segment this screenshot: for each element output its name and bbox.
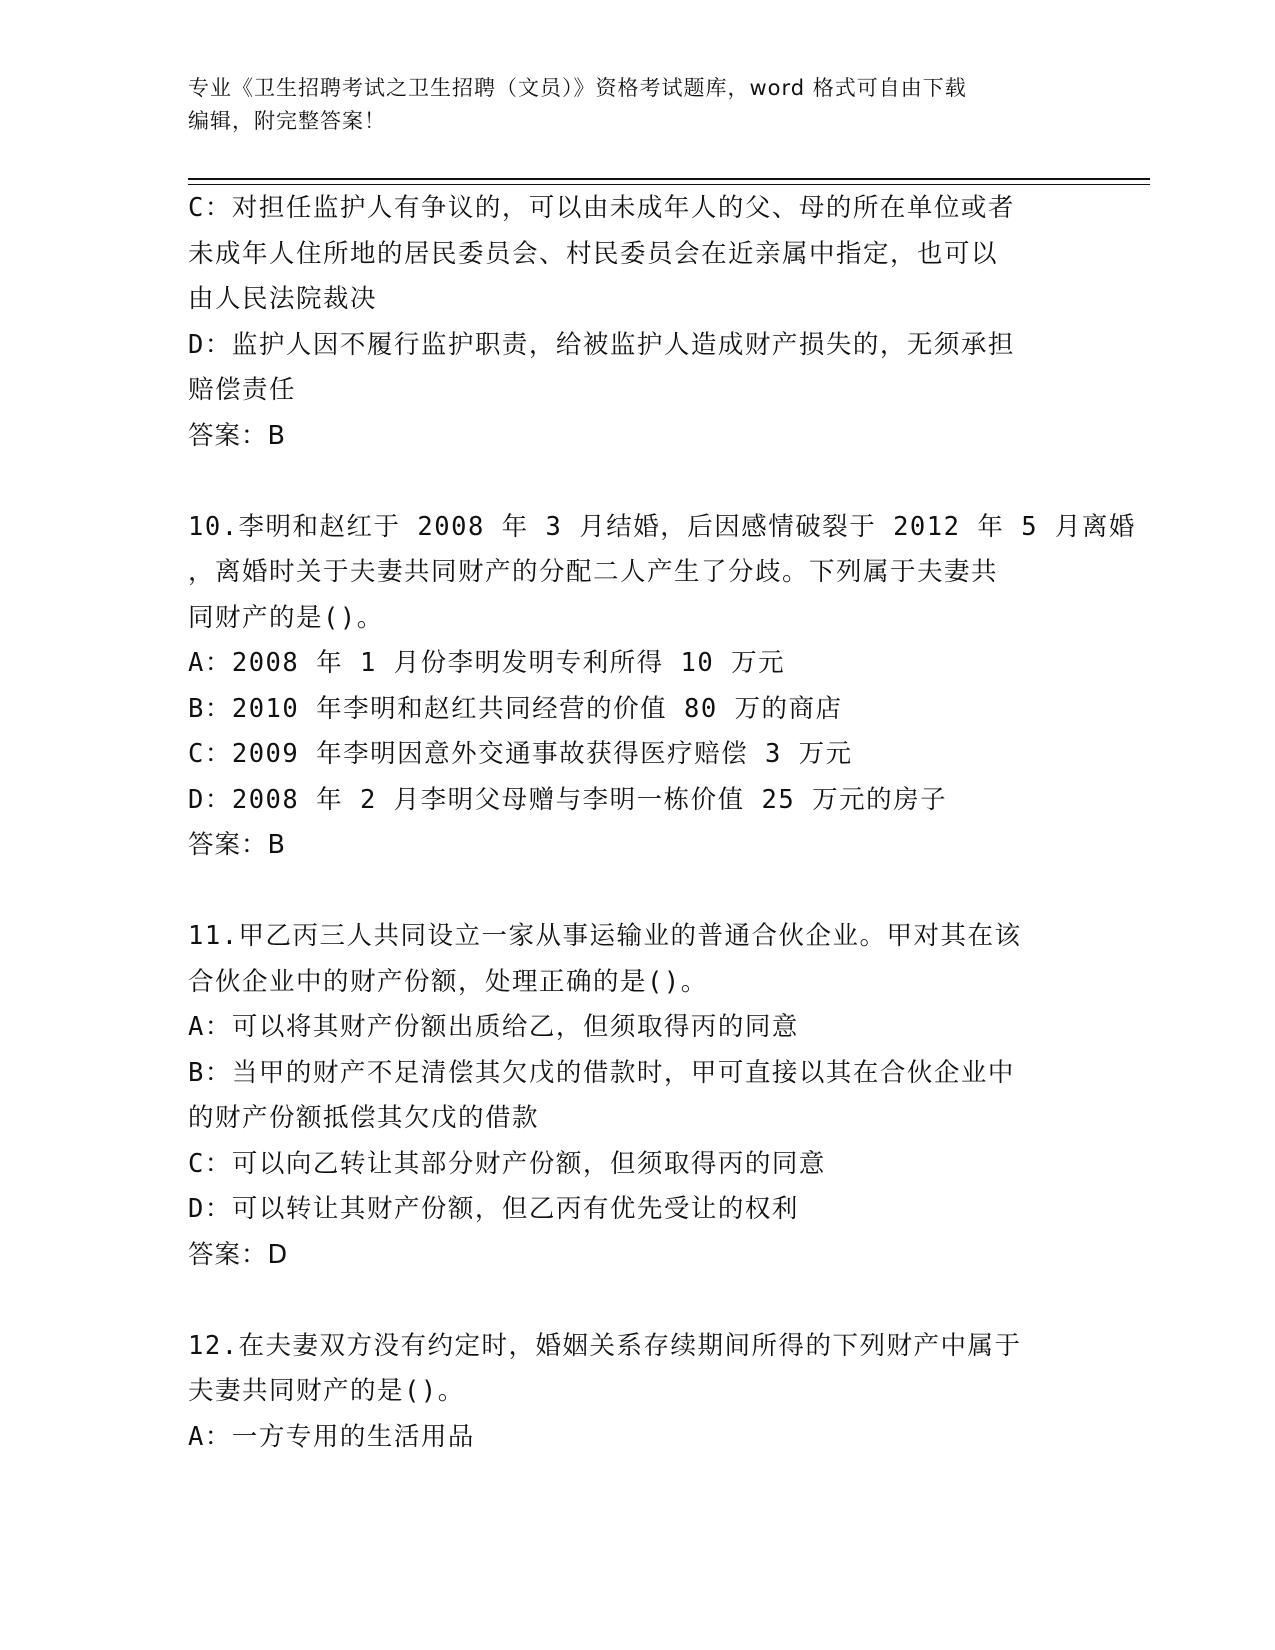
question-line: 11.甲乙丙三人共同设立一家从事运输业的普通合伙企业。甲对其在该 xyxy=(188,921,1022,951)
block-spacer xyxy=(188,1278,1078,1324)
option-line: D：2008 年 2 月李明父母赠与李明一栋价值 25 万元的房子 xyxy=(188,784,948,815)
header-divider-thin xyxy=(188,184,1150,185)
block-spacer xyxy=(188,869,1078,915)
question-line: 夫妻共同财产的是()。 xyxy=(188,1376,465,1406)
option-line: B：当甲的财产不足清偿其欠戊的借款时，甲可直接以其在合伙企业中 xyxy=(188,1057,1015,1088)
document-header xyxy=(188,72,1088,138)
question-block xyxy=(188,505,1136,869)
question-line: 10.李明和赵红于 2008 年 3 月结婚，后因感情破裂于 2012 年 5 月离婚 xyxy=(188,511,1136,542)
option-line: 未成年人住所地的居民委员会、村民委员会在近亲属中指定，也可以 xyxy=(188,238,999,269)
question-line: 同财产的是()。 xyxy=(188,602,384,633)
option-line: C：2009 年李明因意外交通事故获得医疗赔偿 3 万元 xyxy=(188,739,853,769)
option-line: B：2010 年李明和赵红共同经营的价值 80 万的商店 xyxy=(188,693,843,724)
option-line: C：可以向乙转让其部分财产份额，但须取得丙的同意 xyxy=(188,1148,826,1179)
question-line: ，离婚时关于夫妻共同财产的分配二人产生了分歧。下列属于夫妻共 xyxy=(188,557,999,587)
option-line: A：可以将其财产份额出质给乙，但须取得丙的同意 xyxy=(188,1012,799,1042)
block-spacer xyxy=(188,459,1078,505)
question-line: 12.在夫妻双方没有约定时，婚姻关系存续期间所得的下列财产中属于 xyxy=(188,1330,1022,1361)
question-block xyxy=(188,914,1078,1278)
question-block xyxy=(188,1324,1078,1461)
question-block xyxy=(188,186,1078,459)
option-line: A：一方专用的生活用品 xyxy=(188,1421,475,1452)
answer-line: 答案：B xyxy=(188,420,286,451)
answer-line: 答案：B xyxy=(188,830,286,860)
option-line: 由人民法院裁决 xyxy=(188,284,378,314)
answer-line: 答案：D xyxy=(188,1239,289,1270)
option-line: C：对担任监护人有争议的，可以由未成年人的父、母的所在单位或者 xyxy=(188,193,1015,223)
option-line: D：监护人因不履行监护职责，给被监护人造成财产损失的，无须承担 xyxy=(188,329,1015,360)
option-line: A：2008 年 1 月份李明发明专利所得 10 万元 xyxy=(188,648,786,678)
question-line: 合伙企业中的财产份额，处理正确的是()。 xyxy=(188,966,708,997)
option-line: D：可以转让其财产份额，但乙丙有优先受让的权利 xyxy=(188,1194,799,1224)
header-line: 专业《卫生招聘考试之卫生招聘（文员）》资格考试题库，word 格式可自由下载 xyxy=(188,76,967,100)
option-line: 赔偿责任 xyxy=(188,375,297,405)
question-list xyxy=(188,186,1136,1460)
option-line: 的财产份额抵偿其欠戊的借款 xyxy=(188,1103,540,1133)
header-divider-thick xyxy=(188,178,1150,180)
header-line: 编辑，附完整答案！ xyxy=(188,109,386,133)
